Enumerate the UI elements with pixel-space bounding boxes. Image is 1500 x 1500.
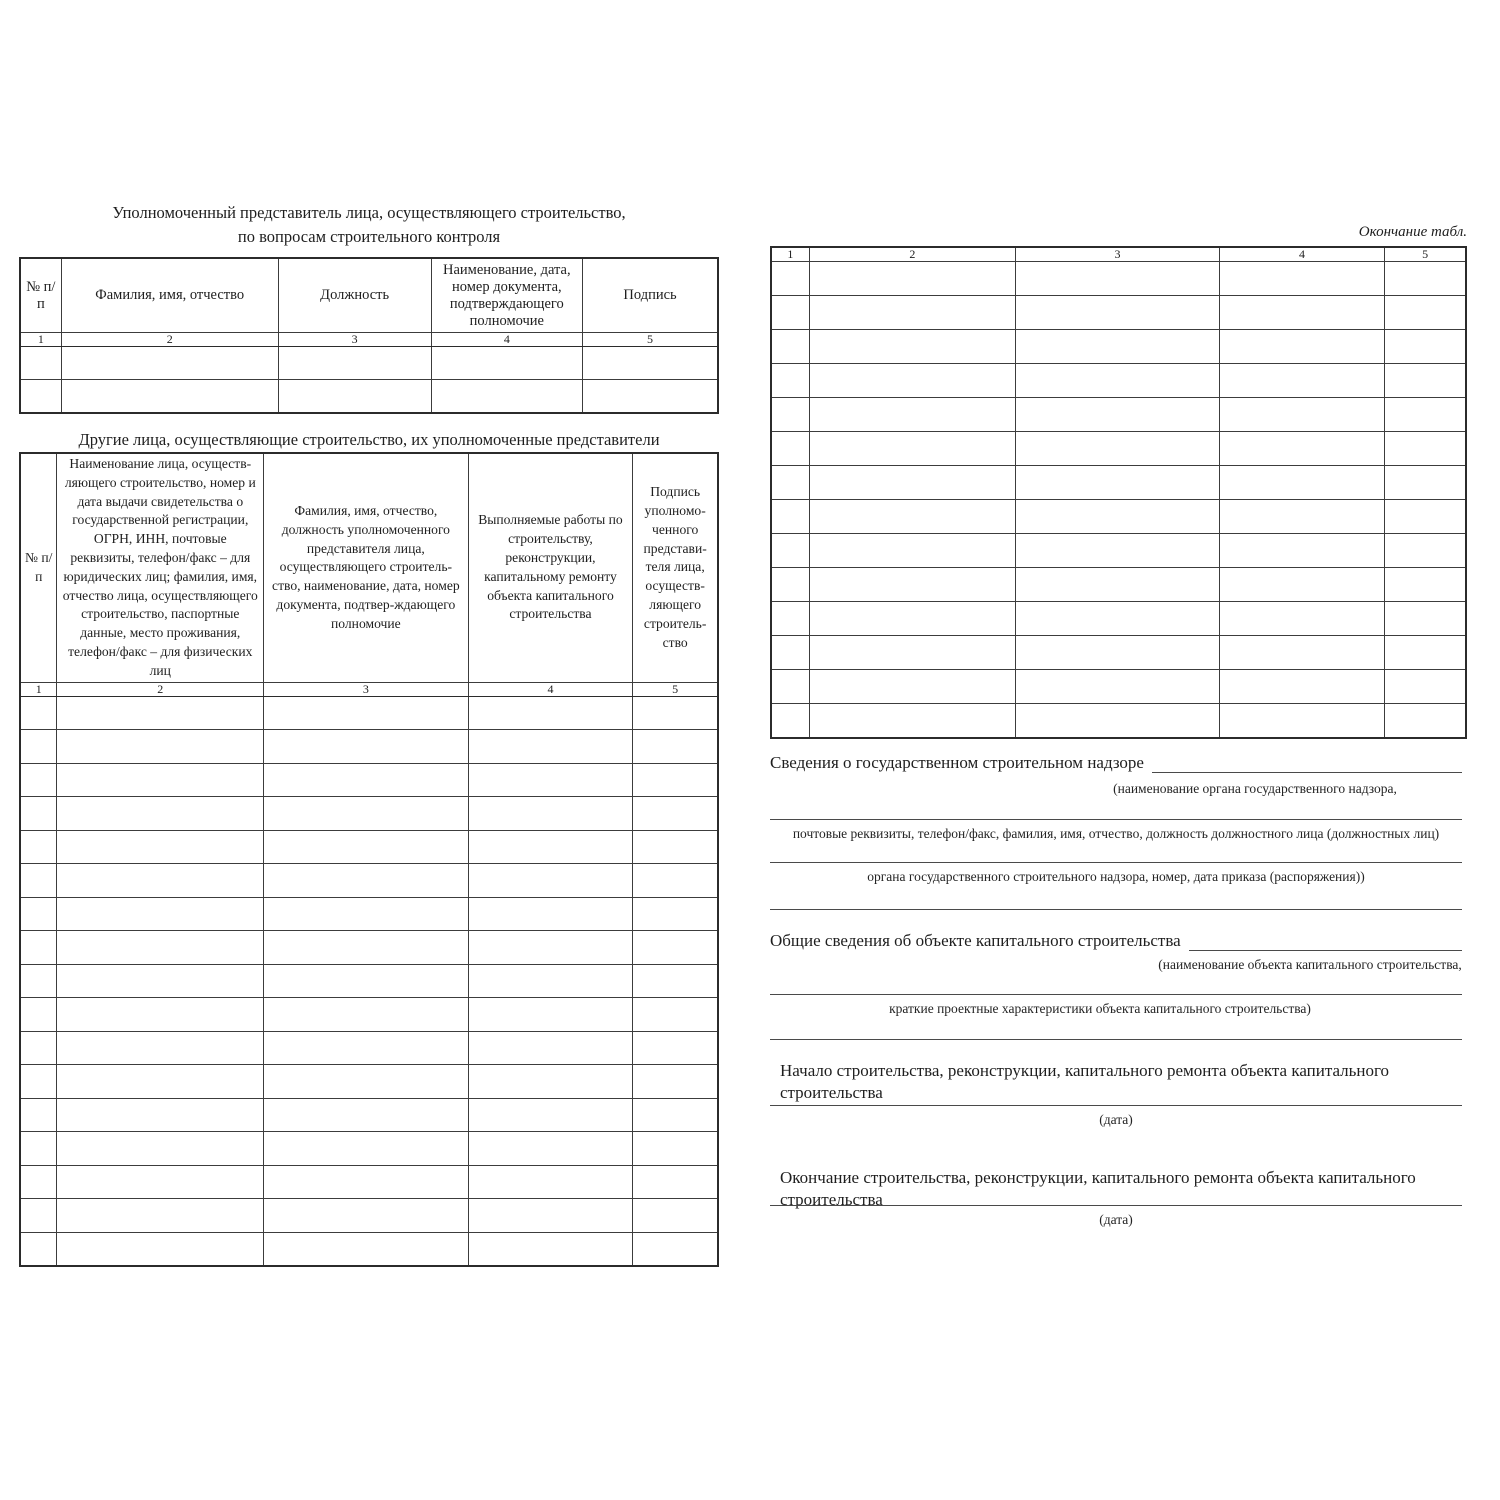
- blank-cell: [20, 380, 61, 413]
- blank-cell: [264, 1232, 469, 1266]
- col-number: 4: [431, 333, 582, 347]
- col-number: 2: [809, 247, 1015, 262]
- blank-cell: [1016, 364, 1220, 398]
- blank-cell: [20, 1232, 57, 1266]
- blank-cell: [468, 1132, 633, 1166]
- blank-cell: [583, 380, 718, 413]
- fill-in-rule: [1152, 753, 1462, 773]
- blank-cell: [633, 1232, 718, 1266]
- blank-row: [771, 466, 1466, 500]
- blank-cell: [264, 864, 469, 898]
- blank-cell: [1385, 568, 1466, 602]
- supervision-caption-3: органа государственного строительного надзора, номер, дата приказа (распоряжения)): [867, 869, 1365, 884]
- blank-row: [771, 398, 1466, 432]
- blank-cell: [1385, 704, 1466, 738]
- supervision-row: [770, 752, 1462, 773]
- construction-start-label: Начало строительства, реконструкции, капитального ремонта объекта капитального строительства: [780, 1061, 1390, 1102]
- blank-cell: [61, 347, 278, 380]
- blank-cell: [1219, 500, 1384, 534]
- blank-cell: [264, 1065, 469, 1099]
- blank-cell: [20, 1132, 57, 1166]
- header-cell-signature: Подпись уполномо-ченного представи-теля лица, осуществ-ляющего строитель-ство: [633, 453, 718, 682]
- table-continuation-label: Окончание табл.: [1358, 224, 1467, 240]
- blank-row: [771, 670, 1466, 704]
- blank-cell: [809, 262, 1015, 296]
- blank-cell: [20, 1199, 57, 1233]
- blank-cell: [1219, 704, 1384, 738]
- blank-cell: [468, 964, 633, 998]
- blank-cell: [20, 964, 57, 998]
- blank-cell: [771, 602, 809, 636]
- blank-row: [20, 696, 718, 730]
- blank-cell: [57, 931, 264, 965]
- blank-cell: [57, 998, 264, 1032]
- blank-cell: [809, 330, 1015, 364]
- blank-row: [20, 347, 718, 380]
- blank-row: [20, 1065, 718, 1099]
- blank-cell: [1385, 602, 1466, 636]
- blank-row: [20, 797, 718, 831]
- col-number: 4: [468, 682, 633, 696]
- blank-cell: [264, 696, 469, 730]
- blank-cell: [264, 763, 469, 797]
- other-persons-table: [19, 452, 719, 1267]
- col-number: 1: [20, 682, 57, 696]
- section1-title-line2: по вопросам строительного контроля: [237, 227, 501, 246]
- blank-row: [20, 730, 718, 764]
- blank-cell: [633, 763, 718, 797]
- blank-cell: [771, 398, 809, 432]
- header-cell-position: Должность: [278, 258, 431, 333]
- header-cell-person: Наименование лица, осуществ-ляющего строительство, номер и дата выдачи свидетельства о государственной регистрации, ОГРН, ИНН, почтовые реквизиты, телефон/факс – для юридических лиц; фамилия, имя, отчество лица, осуществляющего строительство, паспортные данные, место проживания, телефон/факс – для физических лиц: [57, 453, 264, 682]
- blank-cell: [1016, 262, 1220, 296]
- blank-cell: [264, 1199, 469, 1233]
- blank-cell: [264, 897, 469, 931]
- blank-cell: [633, 1065, 718, 1099]
- blank-cell: [1219, 466, 1384, 500]
- blank-cell: [1016, 534, 1220, 568]
- blank-cell: [809, 398, 1015, 432]
- blank-cell: [1016, 602, 1220, 636]
- supervision-caption-2: почтовые реквизиты, телефон/факс, фамилия, имя, отчество, должность должностного лица (должностных лиц): [792, 826, 1440, 841]
- blank-row: [771, 330, 1466, 364]
- blank-cell: [1219, 398, 1384, 432]
- blank-cell: [809, 500, 1015, 534]
- blank-cell: [20, 830, 57, 864]
- blank-cell: [809, 602, 1015, 636]
- blank-cell: [57, 730, 264, 764]
- blank-cell: [633, 1165, 718, 1199]
- blank-cell: [1219, 602, 1384, 636]
- blank-cell: [1219, 534, 1384, 568]
- fill-in-rule: [770, 1105, 1462, 1106]
- blank-cell: [771, 262, 809, 296]
- blank-cell: [771, 534, 809, 568]
- blank-cell: [264, 1132, 469, 1166]
- blank-row: [771, 500, 1466, 534]
- blank-cell: [264, 998, 469, 1032]
- blank-cell: [633, 931, 718, 965]
- header-cell-signature: Подпись: [583, 258, 718, 333]
- blank-cell: [1219, 296, 1384, 330]
- blank-row: [771, 296, 1466, 330]
- blank-cell: [809, 534, 1015, 568]
- blank-cell: [771, 500, 809, 534]
- blank-cell: [468, 1098, 633, 1132]
- blank-row: [771, 602, 1466, 636]
- blank-row: [20, 864, 718, 898]
- blank-cell: [468, 864, 633, 898]
- blank-row: [771, 262, 1466, 296]
- start-date-caption: (дата): [1099, 1112, 1133, 1127]
- general-info-row: [770, 930, 1462, 951]
- col-number: 5: [633, 682, 718, 696]
- blank-row: [20, 1165, 718, 1199]
- blank-row: [771, 432, 1466, 466]
- blank-row: [20, 1031, 718, 1065]
- blank-cell: [1016, 636, 1220, 670]
- blank-cell: [20, 347, 61, 380]
- blank-row: [20, 1098, 718, 1132]
- blank-cell: [264, 830, 469, 864]
- general-info-caption-1: (наименование объекта капитального строительства,: [1158, 957, 1462, 972]
- blank-cell: [809, 636, 1015, 670]
- blank-cell: [20, 864, 57, 898]
- blank-cell: [264, 964, 469, 998]
- supervision-label: Сведения о государственном строительном надзоре: [770, 753, 1144, 772]
- blank-cell: [20, 931, 57, 965]
- blank-cell: [61, 380, 278, 413]
- col-number: 2: [61, 333, 278, 347]
- blank-cell: [57, 1232, 264, 1266]
- col-number: 1: [771, 247, 809, 262]
- blank-cell: [1219, 330, 1384, 364]
- blank-cell: [468, 931, 633, 965]
- fill-in-rule: [770, 862, 1462, 863]
- blank-cell: [20, 1098, 57, 1132]
- blank-cell: [20, 1065, 57, 1099]
- blank-cell: [468, 696, 633, 730]
- blank-cell: [771, 364, 809, 398]
- blank-row: [20, 763, 718, 797]
- supervision-caption-1: (наименование органа государственного надзора,: [1113, 781, 1397, 796]
- blank-cell: [468, 1199, 633, 1233]
- blank-cell: [583, 347, 718, 380]
- blank-cell: [20, 1165, 57, 1199]
- blank-cell: [57, 1031, 264, 1065]
- col-number: 2: [57, 682, 264, 696]
- blank-cell: [771, 670, 809, 704]
- col-number: 1: [20, 333, 61, 347]
- blank-cell: [771, 466, 809, 500]
- blank-cell: [57, 763, 264, 797]
- blank-cell: [468, 1232, 633, 1266]
- blank-cell: [468, 797, 633, 831]
- column-number-row: [20, 682, 718, 696]
- blank-cell: [57, 797, 264, 831]
- blank-cell: [809, 704, 1015, 738]
- col-number: 5: [583, 333, 718, 347]
- blank-cell: [1219, 364, 1384, 398]
- blank-cell: [57, 696, 264, 730]
- blank-cell: [633, 730, 718, 764]
- blank-cell: [1219, 636, 1384, 670]
- blank-cell: [771, 568, 809, 602]
- col-number: 3: [264, 682, 469, 696]
- header-cell-document: Наименование, дата, номер документа, подтверждающего полномочие: [431, 258, 582, 333]
- blank-row: [20, 1132, 718, 1166]
- blank-cell: [1016, 670, 1220, 704]
- blank-cell: [633, 1031, 718, 1065]
- blank-cell: [1385, 534, 1466, 568]
- blank-row: [771, 704, 1466, 738]
- header-cell-works: Выполняемые работы по строительству, реконструкции, капитальному ремонту объекта капитального строительства: [468, 453, 633, 682]
- blank-cell: [771, 296, 809, 330]
- blank-cell: [20, 797, 57, 831]
- col-number: 4: [1219, 247, 1384, 262]
- blank-row: [20, 1232, 718, 1266]
- blank-cell: [278, 380, 431, 413]
- blank-cell: [809, 296, 1015, 330]
- col-number: 5: [1385, 247, 1466, 262]
- column-number-row: [20, 333, 718, 347]
- blank-cell: [1016, 466, 1220, 500]
- fill-in-rule: [770, 909, 1462, 910]
- blank-cell: [20, 897, 57, 931]
- end-date-caption: (дата): [1099, 1212, 1133, 1227]
- blank-cell: [468, 1165, 633, 1199]
- blank-cell: [1385, 432, 1466, 466]
- blank-cell: [1219, 670, 1384, 704]
- blank-row: [20, 931, 718, 965]
- blank-cell: [633, 830, 718, 864]
- blank-cell: [57, 1065, 264, 1099]
- blank-cell: [264, 1165, 469, 1199]
- fill-in-rule: [770, 1205, 1462, 1206]
- blank-cell: [264, 931, 469, 965]
- blank-row: [20, 897, 718, 931]
- blank-cell: [57, 1098, 264, 1132]
- blank-cell: [20, 730, 57, 764]
- blank-row: [20, 964, 718, 998]
- blank-cell: [633, 998, 718, 1032]
- blank-cell: [468, 730, 633, 764]
- continuation-table: [770, 246, 1467, 739]
- fill-in-rule: [770, 994, 1462, 995]
- col-number: 3: [278, 333, 431, 347]
- blank-cell: [57, 830, 264, 864]
- blank-cell: [809, 568, 1015, 602]
- blank-cell: [264, 1031, 469, 1065]
- blank-row: [20, 830, 718, 864]
- blank-cell: [1016, 296, 1220, 330]
- blank-cell: [633, 864, 718, 898]
- blank-cell: [468, 1065, 633, 1099]
- blank-cell: [468, 1031, 633, 1065]
- blank-row: [20, 998, 718, 1032]
- blank-cell: [1385, 670, 1466, 704]
- section1-title: [19, 201, 719, 249]
- blank-cell: [1219, 432, 1384, 466]
- blank-cell: [1385, 636, 1466, 670]
- section1-title-line1: Уполномоченный представитель лица, осуществляющего строительство,: [112, 203, 626, 222]
- blank-cell: [278, 347, 431, 380]
- blank-cell: [431, 347, 582, 380]
- blank-cell: [633, 696, 718, 730]
- blank-cell: [1016, 568, 1220, 602]
- blank-cell: [809, 432, 1015, 466]
- general-info-label: Общие сведения об объекте капитального строительства: [770, 931, 1181, 950]
- blank-cell: [57, 897, 264, 931]
- blank-cell: [1016, 432, 1220, 466]
- blank-cell: [264, 1098, 469, 1132]
- blank-cell: [809, 670, 1015, 704]
- blank-cell: [771, 704, 809, 738]
- blank-cell: [1385, 364, 1466, 398]
- blank-cell: [57, 1165, 264, 1199]
- blank-row: [20, 380, 718, 413]
- blank-cell: [20, 696, 57, 730]
- fill-in-rule: [770, 1039, 1462, 1040]
- blank-cell: [1016, 704, 1220, 738]
- general-info-caption-2: краткие проектные характеристики объекта капитального строительства): [889, 1001, 1311, 1016]
- blank-row: [771, 568, 1466, 602]
- construction-end-label: Окончание строительства, реконструкции, капитального ремонта объекта капитального строительства: [780, 1168, 1416, 1209]
- blank-cell: [1016, 330, 1220, 364]
- blank-cell: [1385, 330, 1466, 364]
- blank-cell: [1016, 398, 1220, 432]
- header-row: [20, 453, 718, 682]
- blank-cell: [1385, 296, 1466, 330]
- blank-cell: [809, 364, 1015, 398]
- blank-cell: [809, 466, 1015, 500]
- column-number-row: [771, 247, 1466, 262]
- blank-cell: [771, 330, 809, 364]
- blank-cell: [57, 864, 264, 898]
- header-cell-name: Фамилия, имя, отчество: [61, 258, 278, 333]
- blank-cell: [20, 763, 57, 797]
- blank-cell: [1385, 398, 1466, 432]
- blank-cell: [468, 897, 633, 931]
- blank-cell: [633, 1199, 718, 1233]
- blank-cell: [264, 730, 469, 764]
- blank-cell: [633, 964, 718, 998]
- header-cell-num: № п/п: [20, 258, 61, 333]
- blank-cell: [1016, 500, 1220, 534]
- blank-cell: [1385, 262, 1466, 296]
- blank-cell: [633, 1132, 718, 1166]
- blank-cell: [57, 964, 264, 998]
- header-cell-num: № п/п: [20, 453, 57, 682]
- blank-row: [771, 364, 1466, 398]
- blank-cell: [431, 380, 582, 413]
- blank-cell: [633, 1098, 718, 1132]
- blank-cell: [1219, 568, 1384, 602]
- blank-cell: [57, 1132, 264, 1166]
- blank-cell: [633, 797, 718, 831]
- header-cell-representative: Фамилия, имя, отчество, должность уполномоченного представителя лица, осуществляющего строитель-ство, наименование, дата, номер документа, подтвер-ждающего полномочие: [264, 453, 469, 682]
- blank-cell: [1385, 500, 1466, 534]
- blank-cell: [771, 636, 809, 670]
- section2-title: Другие лица, осуществляющие строительство, их уполномоченные представители: [78, 430, 660, 449]
- blank-row: [20, 1199, 718, 1233]
- representative-table: [19, 257, 719, 414]
- blank-cell: [20, 998, 57, 1032]
- blank-cell: [264, 797, 469, 831]
- blank-row: [771, 636, 1466, 670]
- blank-cell: [1385, 466, 1466, 500]
- blank-row: [771, 534, 1466, 568]
- blank-cell: [20, 1031, 57, 1065]
- fill-in-rule: [1189, 931, 1462, 951]
- blank-cell: [468, 763, 633, 797]
- blank-cell: [57, 1199, 264, 1233]
- blank-cell: [468, 998, 633, 1032]
- blank-cell: [771, 432, 809, 466]
- blank-cell: [468, 830, 633, 864]
- blank-cell: [1219, 262, 1384, 296]
- header-row: [20, 258, 718, 333]
- blank-cell: [633, 897, 718, 931]
- fill-in-rule: [770, 819, 1462, 820]
- col-number: 3: [1016, 247, 1220, 262]
